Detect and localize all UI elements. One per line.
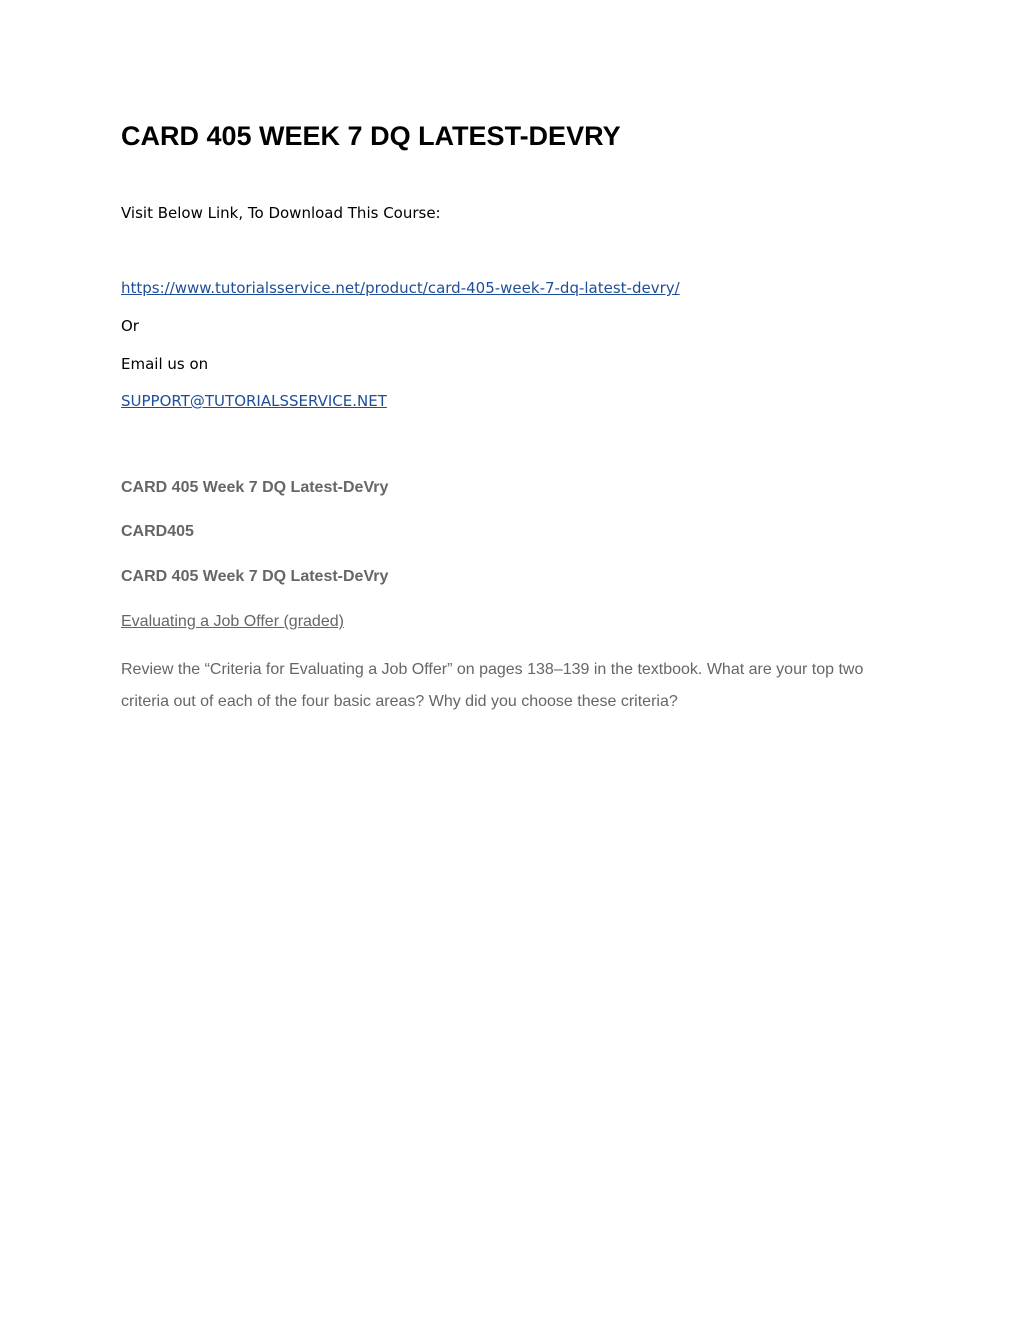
assignment-link[interactable]: Evaluating a Job Offer (graded): [121, 613, 344, 630]
email-prompt: Email us on: [121, 355, 209, 373]
or-text: Or: [121, 317, 139, 335]
course-title: CARD 405 Week 7 DQ Latest-DeVry: [121, 479, 389, 496]
assignment-description: Review the “Criteria for Evaluating a Job Offer” on pages 138–139 in the textbook. What are your top two criteria out of each of the four basic areas? Why did you choose these criteria?: [121, 661, 864, 710]
product-link[interactable]: https://www.tutorialsservice.net/product/card-405-week-7-dq-latest-devry/: [121, 279, 680, 297]
course-code: CARD405: [121, 523, 194, 540]
support-email-line: [121, 390, 387, 412]
document-title: CARD 405 WEEK 7 DQ LATEST-DEVRY: [121, 121, 621, 151]
product-link-line: [121, 277, 680, 299]
course-title-repeat: CARD 405 Week 7 DQ Latest-DeVry: [121, 568, 389, 585]
support-email-link[interactable]: SUPPORT@TUTORIALSSERVICE.NET: [121, 392, 387, 410]
intro-text: Visit Below Link, To Download This Course:: [121, 204, 441, 222]
